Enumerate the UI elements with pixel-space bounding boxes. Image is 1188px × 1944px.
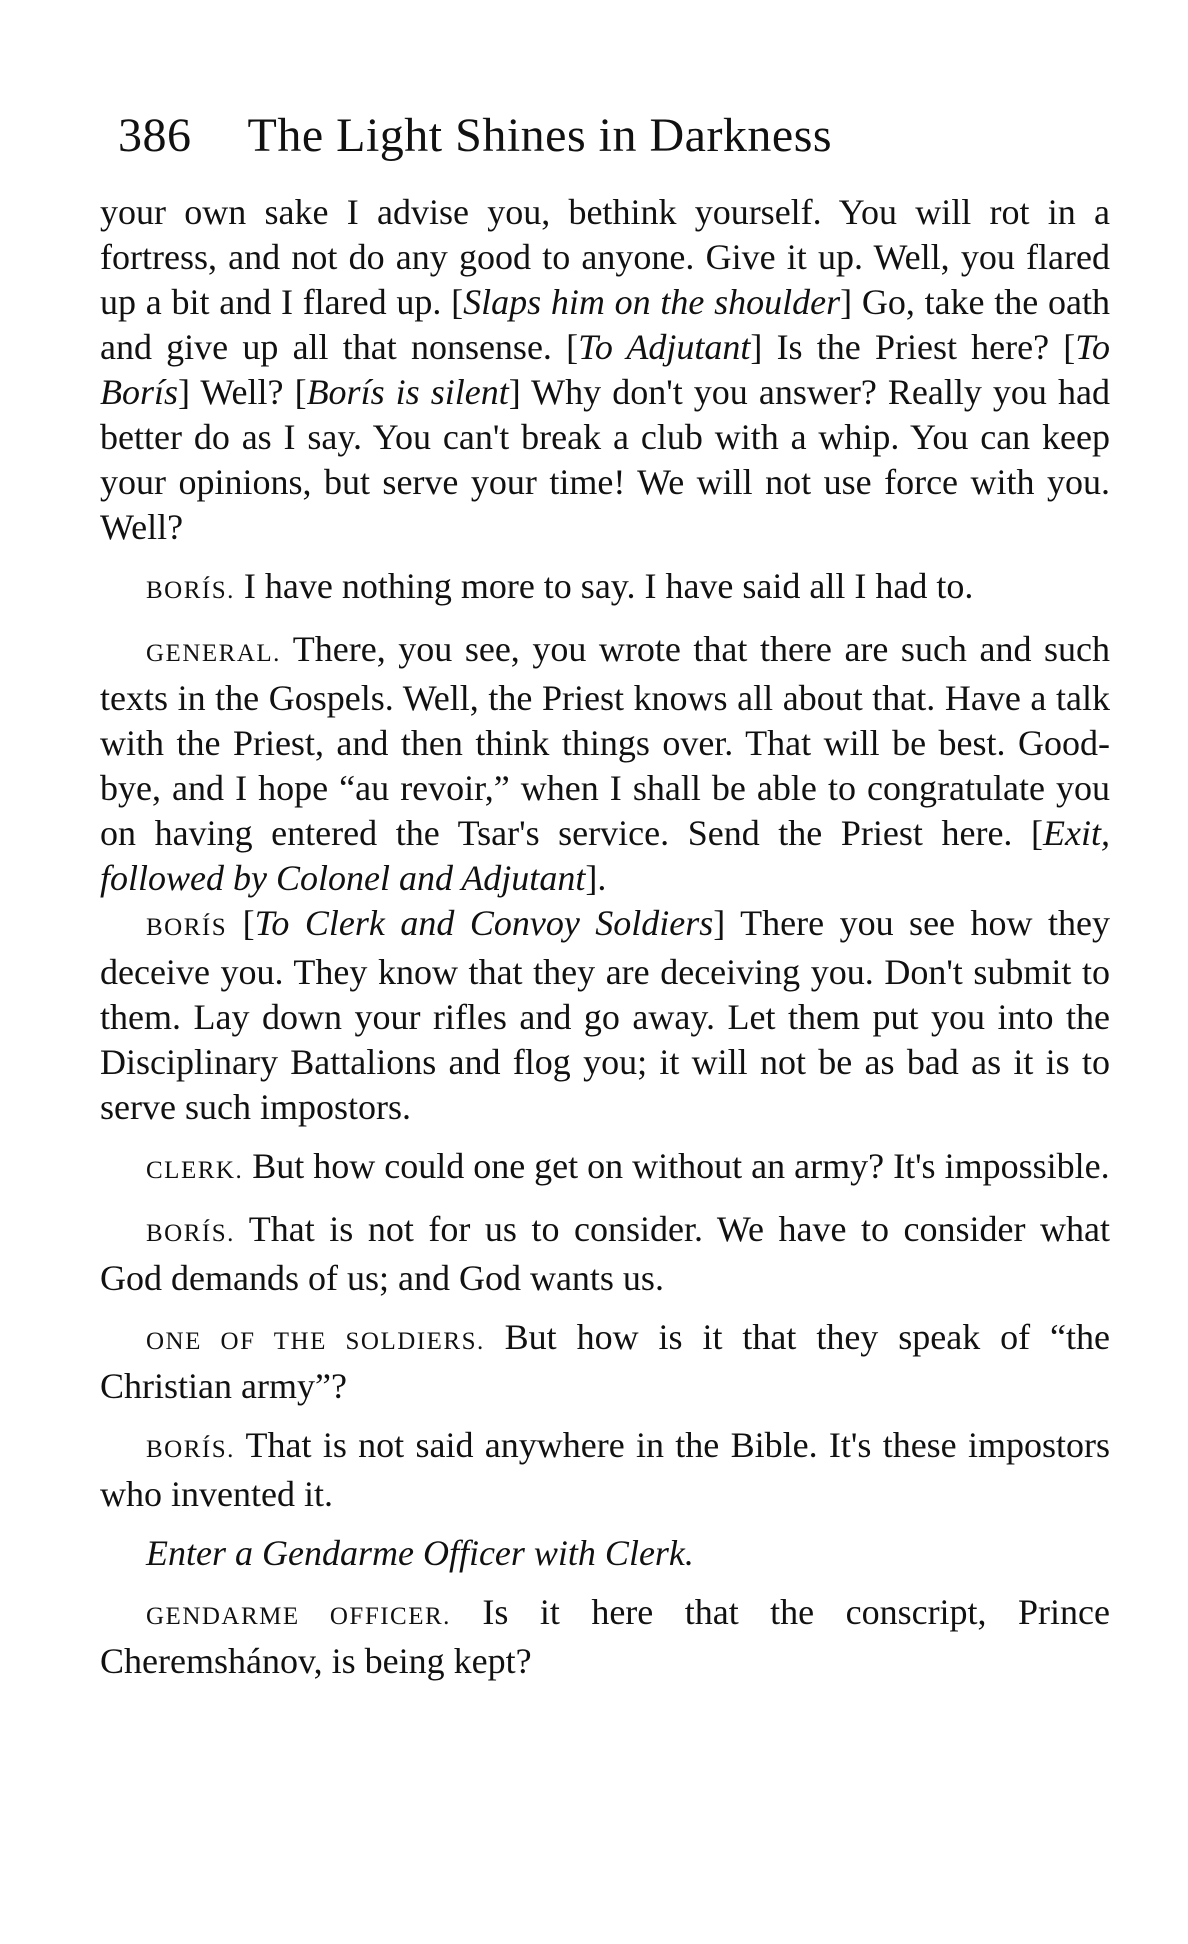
paragraph (100, 1590, 1110, 1684)
speaker-name: GENERAL. (146, 640, 281, 667)
speaker-name: CLERK. (146, 1157, 244, 1184)
stage-direction-text: Slaps him on the shoulder (463, 282, 841, 322)
speaker-name: ONE OF THE SOLDIERS. (146, 1328, 485, 1355)
dialogue-text: ] Is the Priest here? [ (750, 327, 1076, 367)
paragraph (100, 564, 1110, 613)
dialogue-text: ] Well? [ (178, 372, 307, 412)
speaker-name: GENDARME OFFICER. (146, 1603, 451, 1630)
dialogue-text: ] Go, take the oath and give up all that nonsense. [ (100, 282, 1110, 367)
dialogue-text: But how could one get on without an army? It's impossible. (243, 1146, 1110, 1186)
dialogue-text: But how is it that they speak of “the Christian army”? (100, 1317, 1110, 1406)
stage-direction-text: Borís is silent (306, 372, 509, 412)
speaker-name: BORÍS. (146, 1220, 235, 1247)
stage-direction-text: To Clerk and Convoy Soldiers (254, 903, 714, 943)
paragraph (100, 1144, 1110, 1193)
stage-direction-text: To Adjutant (578, 327, 751, 367)
paragraph (100, 190, 1110, 550)
dialogue-text: ] There you see how they deceive you. They know that they are deceiving you. Don't submit to them. Lay down your rifles and go away. Let them put you into the Disciplinary Battalions and flog you; it will not be as bad as it is to serve such impostors. (100, 903, 1110, 1127)
dialogue-text: Is it here that the conscript, Prince Cheremshánov, is being kept? (100, 1592, 1110, 1681)
dialogue-text: There, you see, you wrote that there are such and such texts in the Gospels. Well, the Priest knows all about that. Have a talk with the Priest, and then think things over. That will be best. Good-bye, and I hope “au revoir,” when I shall be able to congratulate you on having entered the Tsar's service. Send the Priest here. [ (100, 629, 1110, 853)
speaker-name: BORÍS (146, 914, 228, 941)
dialogue-text: That is not for us to consider. We have to consider what God demands of us; and God wants us. (100, 1209, 1110, 1298)
dialogue-text: [ (227, 903, 255, 943)
dialogue-text: ]. (585, 858, 607, 898)
dialogue-text: your own sake I advise you, bethink yourself. You will rot in a fortress, and not do any good to anyone. Give it up. Well, you flared up a bit and I flared up. [ (100, 192, 1110, 322)
dialogue-text: I have nothing more to say. I have said all I had to. (234, 566, 974, 606)
stage-direction-text: Exit, followed by Colonel and Adjutant (100, 813, 1110, 898)
paragraph (100, 1207, 1110, 1301)
speaker-name: BORÍS. (146, 577, 235, 604)
stage-direction-text: To Borís (100, 327, 1110, 412)
dialogue-text: That is not said anywhere in the Bible. It's these impostors who invented it. (100, 1425, 1110, 1514)
paragraph (100, 627, 1110, 901)
running-title: The Light Shines in Darkness (247, 109, 833, 162)
paragraph (100, 1423, 1110, 1517)
stage-direction (100, 1531, 1110, 1576)
page-number: 386 (118, 109, 192, 162)
stage-direction-text: Enter a Gendarme Officer with Clerk. (146, 1533, 694, 1573)
body-text (100, 190, 1110, 1684)
paragraph (100, 1315, 1110, 1409)
dialogue-text: ] Why don't you answer? Really you had better do as I say. You can't break a club with a whip. You can keep your opinions, but serve your time! We will not use force with you. Well? (100, 372, 1110, 547)
speaker-name: BORÍS. (146, 1436, 235, 1463)
paragraph (100, 901, 1110, 1130)
page-header (118, 108, 832, 163)
